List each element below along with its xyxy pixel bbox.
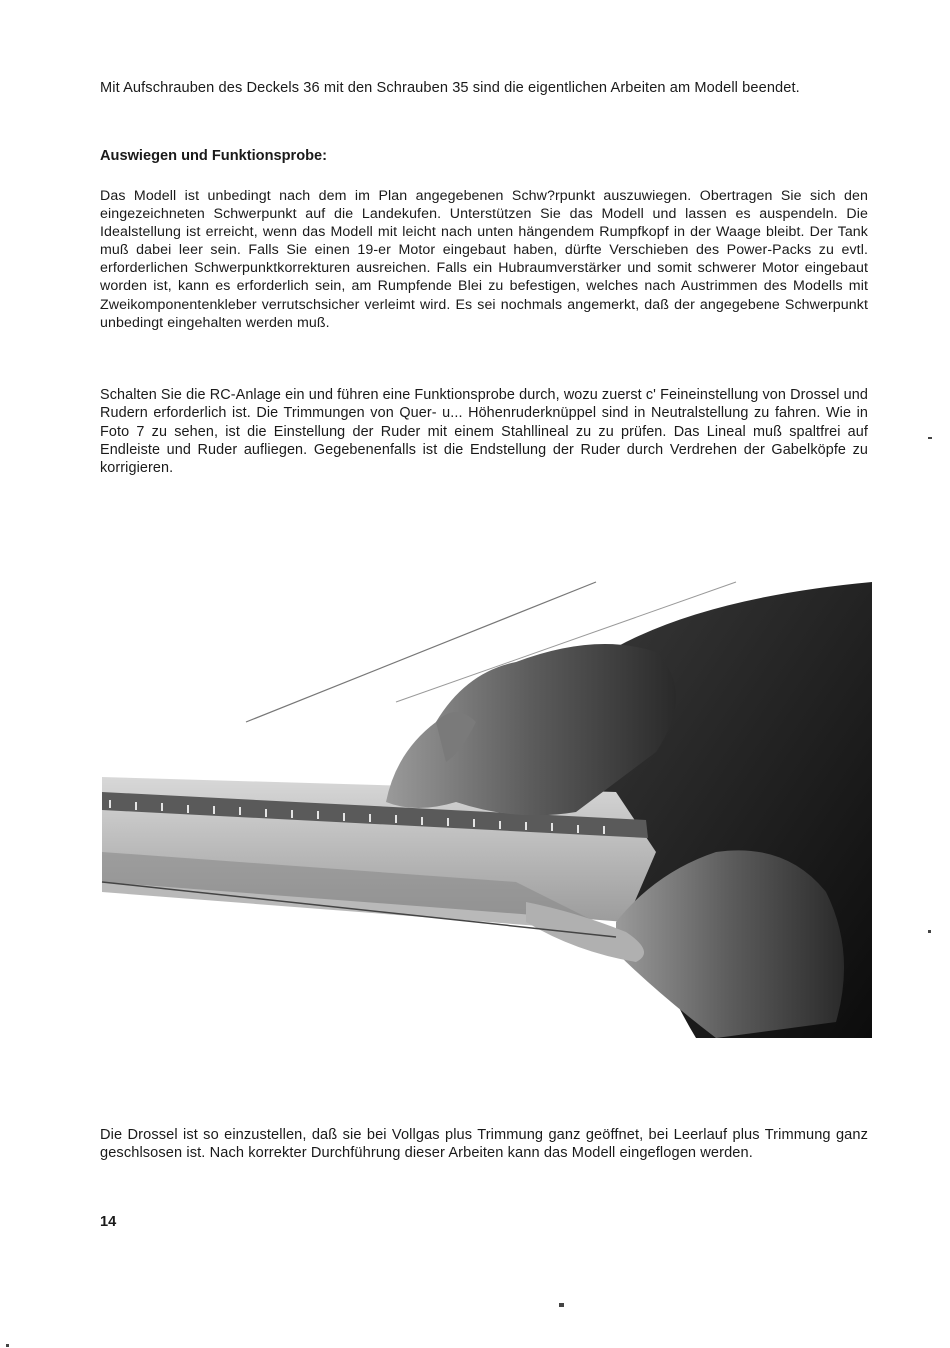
page-number: 14	[100, 1214, 117, 1230]
throttle-paragraph: Die Drossel ist so einzustellen, daß sie bei Vollgas plus Trimmung ganz geöffnet, bei Leerlauf plus Trimmung ganz geschlsosen ist. Nach korrekter Durchführung dieser Arbeiten kann das Modell eingeflogen werden.	[100, 1127, 868, 1162]
scan-speck	[6, 1344, 9, 1347]
function-test-paragraph: Schalten Sie die RC-Anlage ein und führen eine Funktionsprobe durch, wozu zuerst c' Feineinstellung von Drossel und Rudern erforderlich ist. Die Trimmungen von Quer- u... Höhenruderknüppel sind in Neutralstellung zu fahren. Wie in Foto 7 zu sehen, ist die Einstellung der Ruder mit einem Stahllineal zu zu prüfen. Das Lineal muß spaltfrei auf Endleiste und Ruder aufliegen. Gegebenenfalls ist die Endstellung der Ruder durch Verdrehen der Gabelköpfe zu korrigieren.	[100, 387, 868, 477]
ruler-photo	[96, 552, 872, 1038]
balance-paragraph: Das Modell ist unbedingt nach dem im Plan angegebenen Schw?rpunkt auszuwiegen. Obertragen Sie sich den eingezeichneten Schwerpunkt auf die Landekufen. Unterstützen Sie das Modell und lassen es auspendeln. Die Idealstellung ist erreicht, wenn das Modell mit leicht nach unten hängendem Rumpfkopf in der Waage bleibt. Der Tank muß dabei leer sein. Falls Sie einen 19-er Motor eingebaut haben, dürfte Verschieben des Power-Packs zu evtl. erforderlichen Schwerpunktkorrekturen ausreichen. Falls ein Hubraumverstärker und somit schwerer Motor eingebaut worden ist, kann es erforderlich sein, am Rumpfende Blei zu befestigen, welches nach Austrimmen des Modells mit Zweikomponentenkleber verrutschsicher verleimt wird. Es sei nochmals angemerkt, daß der angegebene Schwerpunkt unbedingt eingehalten werden muß.	[100, 188, 868, 331]
scan-speck	[559, 1303, 564, 1307]
intro-paragraph: Mit Aufschrauben des Deckels 36 mit den Schrauben 35 sind die eigentlichen Arbeiten am Modell beendet.	[100, 80, 800, 96]
scan-speck	[928, 437, 932, 439]
section-heading: Auswiegen und Funktionsprobe:	[100, 148, 328, 164]
scan-speck	[928, 930, 931, 933]
